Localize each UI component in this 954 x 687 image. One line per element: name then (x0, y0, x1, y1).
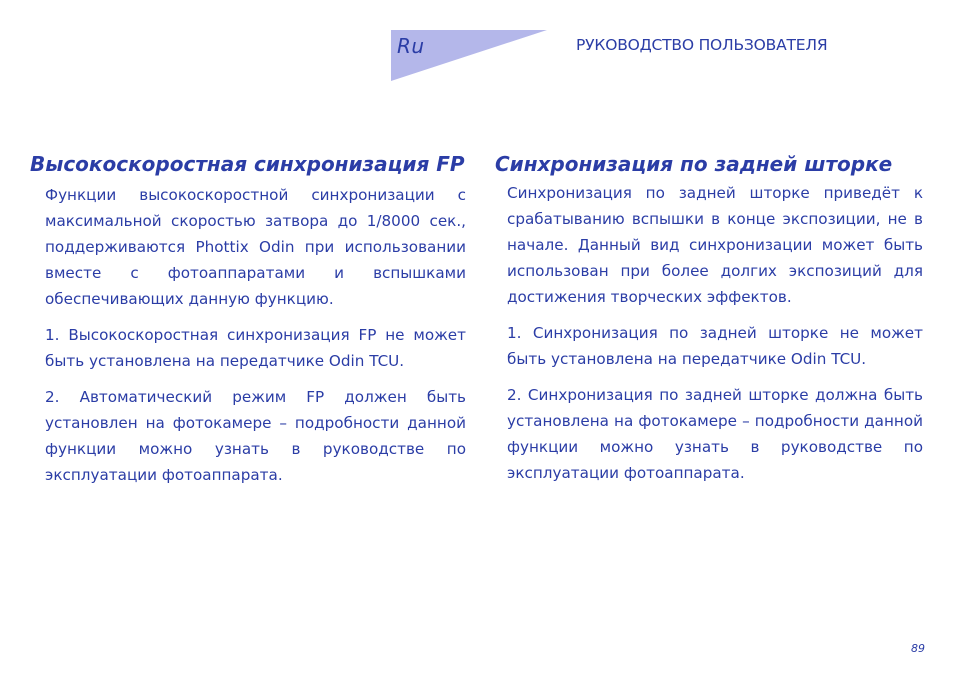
right-section (495, 152, 923, 496)
paragraph: Синхронизация по задней шторке приведёт к срабатыванию вспышки в конце экспозиции, не в начале. Данный вид синхронизации может быть использован при более долгих экспозиций для достижения творческих эффектов. (507, 184, 923, 306)
paragraph: 2. Автоматический режим FP должен быть установлен на фотокамере – подробности данной функции можно узнать в руководстве по эксплуатации фотоаппарата. (45, 388, 466, 484)
page-number: 89 (911, 642, 925, 655)
paragraph: 1. Синхронизация по задней шторке не может быть установлена на передатчике Odin TCU. (507, 324, 923, 368)
section-heading-fp-sync: Высокоскоростная синхронизация FP (30, 152, 465, 176)
paragraph: 2. Синхронизация по задней шторке должна быть установлена на фотокамере – подробности данной функции можно узнать в руководстве по эксплуатации фотоаппарата. (507, 386, 923, 482)
paragraph: Функции высокоскоростной синхронизации с максимальной скоростью затвора до 1/8000 сек., поддерживаются Phottix Odin при использовании вместе с фотоаппаратами и вспышками обеспечивающих данную функцию. (45, 186, 466, 308)
language-badge (391, 30, 547, 81)
left-section (30, 152, 466, 498)
manual-title: РУКОВОДСТВО ПОЛЬЗОВАТЕЛЯ (576, 36, 828, 54)
paragraph: 1. Высокоскоростная синхронизация FP не может быть установлена на передатчике Odin TCU. (45, 326, 466, 370)
language-label: Ru (397, 34, 425, 58)
section-heading-rear-curtain-sync: Синхронизация по задней шторке (495, 152, 893, 176)
